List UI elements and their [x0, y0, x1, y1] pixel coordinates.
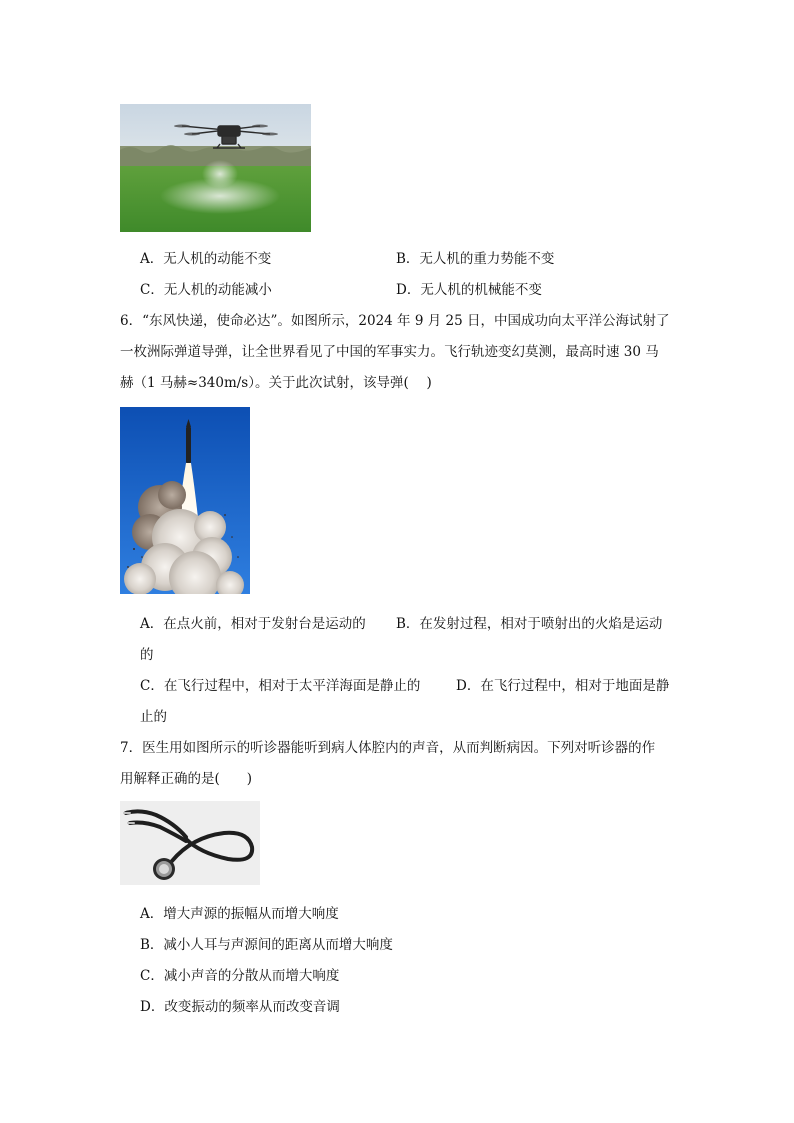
q6-option-a: A．在点火前，相对于发射台是运动的 — [140, 616, 366, 632]
q6-option-b-line-2: 的 — [140, 647, 154, 663]
q6-option-d-line-1: D．在飞行过程中，相对于地面是静 — [456, 678, 670, 694]
stethoscope-image — [120, 801, 260, 885]
q6-stem-line-3: 赫（1 马赫≈340m/s）。关于此次试射，该导弹( ) — [120, 375, 432, 391]
q7-option-b: B．减小人耳与声源间的距离从而增大响度 — [140, 937, 393, 953]
drone-spraying-field-photo — [120, 104, 311, 232]
q5-option-d: D．无人机的机械能不变 — [396, 282, 542, 298]
q5-option-c: C．无人机的动能减小 — [140, 282, 272, 298]
q6-option-b-line-1: B．在发射过程，相对于喷射出的火焰是运动 — [396, 616, 663, 632]
q6-stem-line-1: 6．“东风快递，使命必达”。如图所示，2024 年 9 月 25 日，中国成功向太平洋公海试射了 — [120, 313, 670, 329]
q6-stem-line-2: 一枚洲际弹道导弹，让全世界看见了中国的军事实力。飞行轨迹变幻莫测，最高时速 30 马 — [120, 344, 659, 360]
q6-option-c: C．在飞行过程中，相对于太平洋海面是静止的 — [140, 678, 421, 694]
q6-option-d-line-2: 止的 — [140, 709, 167, 725]
q7-stem-line-2: 用解释正确的是( ) — [120, 771, 253, 787]
q5-option-a: A．无人机的动能不变 — [140, 251, 272, 267]
q7-stem-line-1: 7．医生用如图所示的听诊器能听到病人体腔内的声音，从而判断病因。下列对听诊器的作 — [120, 740, 656, 756]
missile-image — [120, 407, 250, 594]
q7-option-d: D．改变振动的频率从而改变音调 — [140, 999, 340, 1015]
drone-image — [120, 104, 311, 232]
q7-option-a: A．增大声源的振幅从而增大响度 — [140, 906, 339, 922]
missile-launch-photo — [120, 407, 250, 594]
stethoscope-photo — [120, 801, 260, 885]
q7-option-c: C．减小声音的分散从而增大响度 — [140, 968, 340, 984]
q5-option-b: B．无人机的重力势能不变 — [396, 251, 555, 267]
